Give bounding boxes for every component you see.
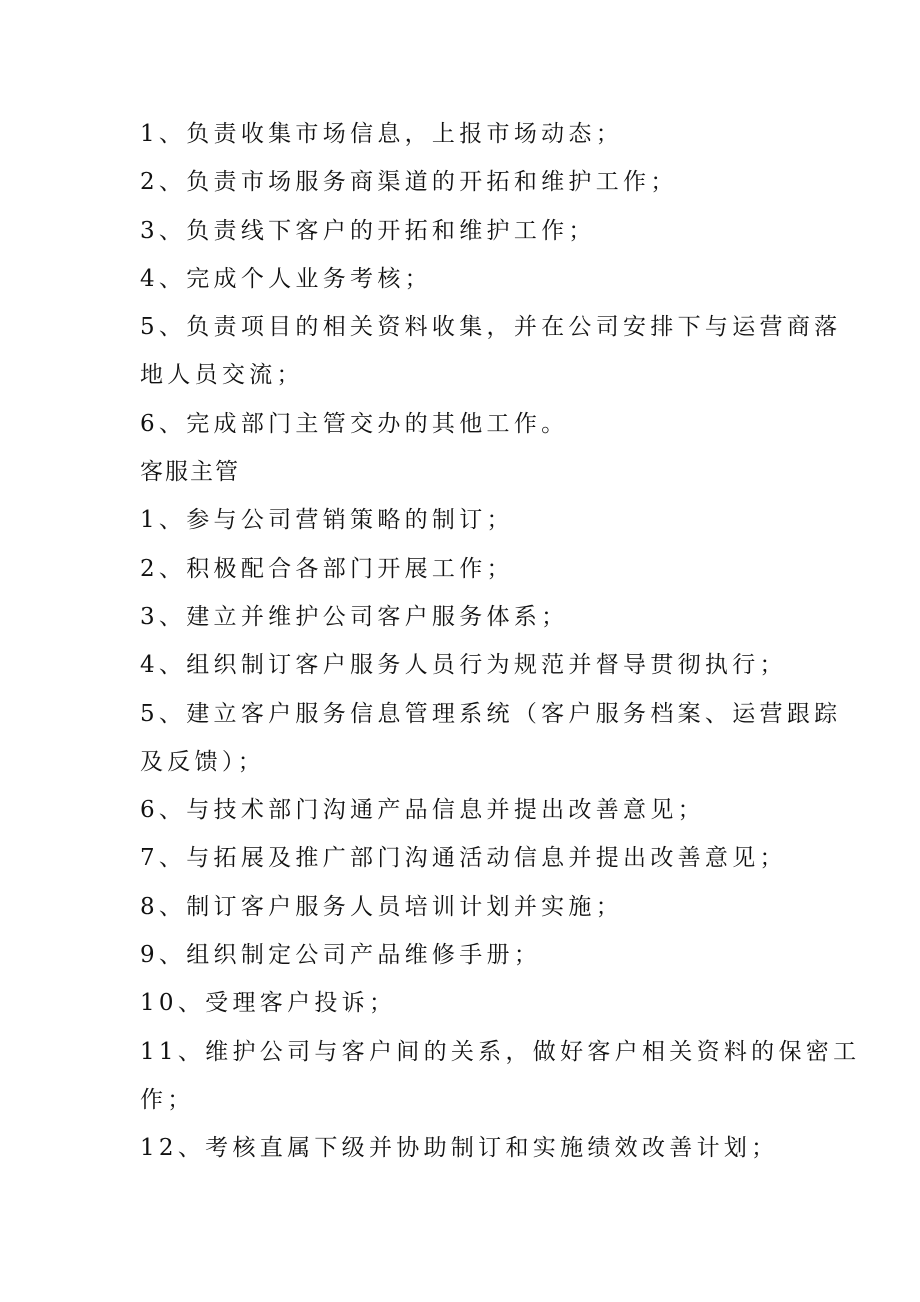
list-line: 5、建立客户服务信息管理系统（客户服务档案、运营跟踪 bbox=[140, 700, 842, 727]
list-line-continuation: 作； bbox=[140, 1086, 195, 1113]
list-line: 1、参与公司营销策略的制订； bbox=[140, 507, 514, 534]
list-line: 6、完成部门主管交办的其他工作。 bbox=[140, 410, 569, 437]
list-line-continuation: 及反馈）； bbox=[140, 748, 265, 775]
section-heading: 客服主管 bbox=[140, 459, 240, 486]
section-a-list bbox=[140, 110, 842, 448]
list-line: 9、组织制定公司产品维修手册； bbox=[140, 942, 542, 969]
list-line: 8、制订客户服务人员培训计划并实施； bbox=[140, 893, 624, 920]
list-line: 6、与技术部门沟通产品信息并提出改善意见； bbox=[140, 797, 705, 824]
list-line-continuation: 地人员交流； bbox=[140, 362, 304, 389]
list-line: 2、负责市场服务商渠道的开拓和维护工作； bbox=[140, 169, 678, 196]
list-line: 4、组织制订客户服务人员行为规范并督导贯彻执行； bbox=[140, 652, 787, 679]
section-b-list bbox=[140, 496, 861, 1172]
list-line: 2、积极配合各部门开展工作； bbox=[140, 555, 514, 582]
list-line: 12、考核直属下级并协助制订和实施绩效改善计划； bbox=[140, 1135, 779, 1162]
list-line: 3、负责线下客户的开拓和维护工作； bbox=[140, 217, 596, 244]
list-line: 11、维护公司与客户间的关系，做好客户相关资料的保密工 bbox=[140, 1038, 861, 1065]
list-line: 10、受理客户投诉； bbox=[140, 990, 397, 1017]
document-page bbox=[140, 110, 861, 1173]
list-line: 1、负责收集市场信息，上报市场动态； bbox=[140, 121, 624, 147]
list-line: 5、负责项目的相关资料收集，并在公司安排下与运营商落 bbox=[140, 314, 842, 341]
list-line: 4、完成个人业务考核； bbox=[140, 265, 432, 292]
list-line: 7、与拓展及推广部门沟通活动信息并提出改善意见； bbox=[140, 845, 787, 872]
list-line: 3、建立并维护公司客户服务体系； bbox=[140, 603, 569, 630]
